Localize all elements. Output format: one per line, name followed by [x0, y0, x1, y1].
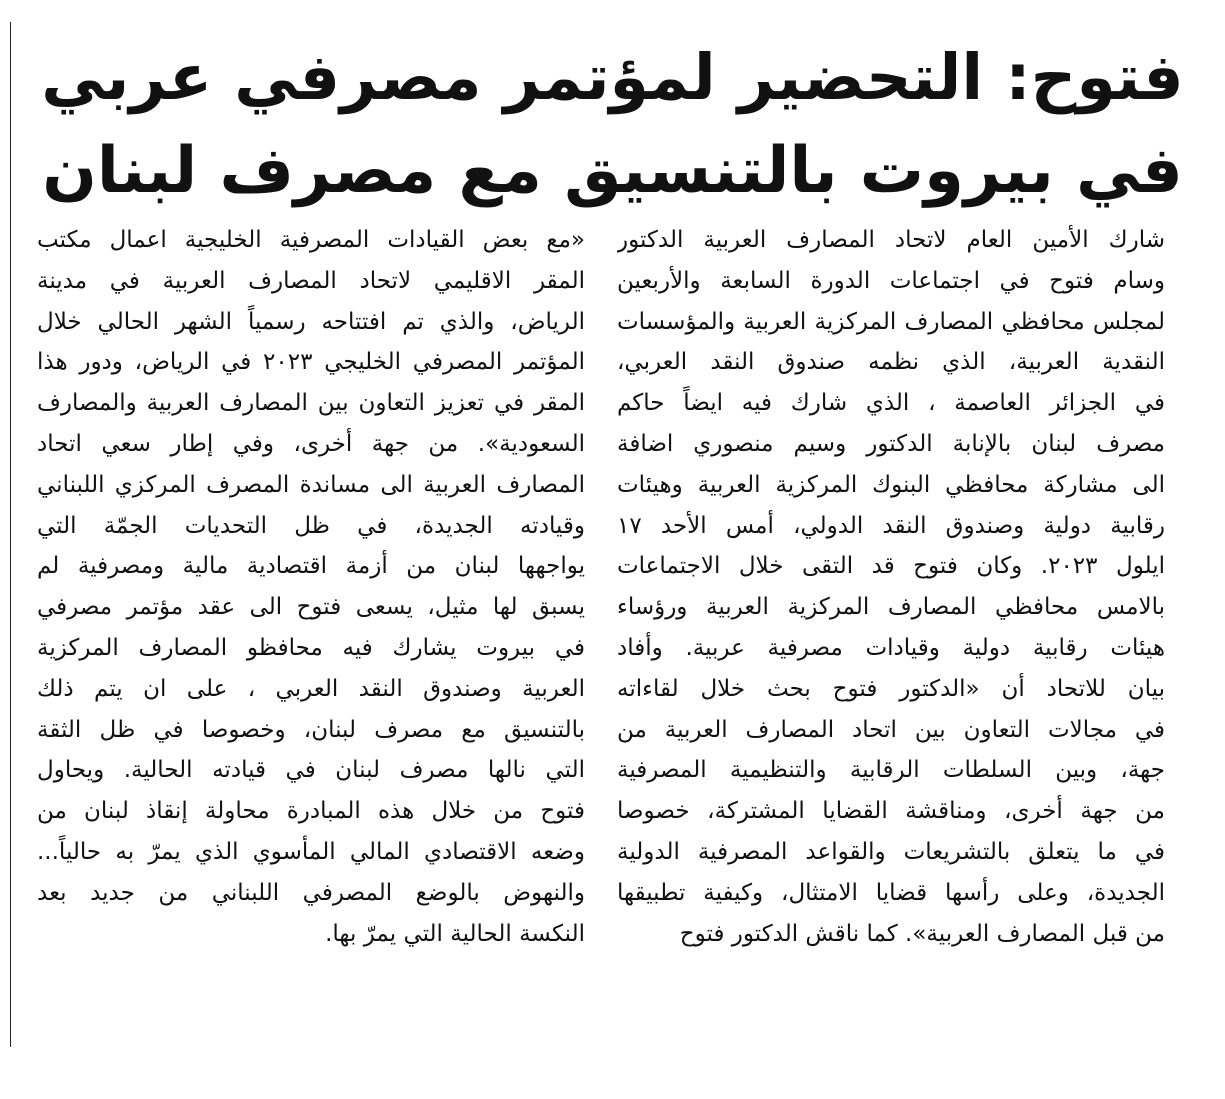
headline-line-2: في بيروت بالتنسيق مع مصرف لبنان	[42, 134, 1183, 208]
body-text-line: الرياض، والذي تم افتتاحه رسمياً الشهر الحالي خلال	[37, 308, 585, 335]
body-text-line: بيان للاتحاد أن «الدكتور فتوح بحث خلال لقاءاته	[617, 675, 1165, 702]
body-text-line: «مع بعض القيادات المصرفية الخليجية اعمال مكتب	[37, 227, 585, 253]
body-text-line: في الجزائر العاصمة ، الذي شارك فيه ايضاً حاكم	[617, 390, 1165, 417]
body-text-line: وقيادته الجديدة، في ظل التحديات الجمّة التي	[37, 512, 585, 539]
body-text-line: النقدية العربية، الذي نظمه صندوق النقد العربي،	[617, 349, 1165, 376]
body-text-line: وسام فتوح في اجتماعات الدورة السابعة والأربعين	[617, 267, 1165, 294]
body-text-line: جهة، وبين السلطات الرقابية والتنظيمية المصرفية	[617, 757, 1165, 784]
body-text-line: المقر في تعزيز التعاون بين المصارف العربية والمصارف	[37, 390, 585, 417]
article-column-right	[617, 220, 1165, 954]
body-text-line: التي نالها مصرف لبنان في قيادته الحالية. ويحاول	[37, 757, 585, 784]
body-text-line: في بيروت يشارك فيه محافظو المصارف المركزية	[37, 634, 585, 661]
body-text-line: بالامس محافظي المصارف المركزية العربية ورؤساء	[617, 594, 1165, 621]
body-text-line: الى مشاركة محافظي البنوك المركزية العربية وهيئات	[617, 471, 1165, 498]
body-text-line: ايلول ٢٠٢٣. وكان فتوح قد التقى خلال الاجتماعات	[617, 553, 1165, 580]
body-text-line: من جهة أخرى، ومناقشة القضايا المشتركة، خصوصا	[617, 798, 1165, 825]
body-text-line: في مجالات التعاون بين اتحاد المصارف العربية من	[617, 716, 1165, 743]
body-text-line: السعودية». من جهة أخرى، وفي إطار سعي اتحاد	[37, 430, 585, 457]
body-text-line: مصرف لبنان بالإنابة الدكتور وسيم منصوري اضافة	[617, 430, 1165, 457]
body-text-line: يسبق لها مثيل، يسعى فتوح الى عقد مؤتمر مصرفي	[37, 594, 585, 621]
body-text-line: من قبل المصارف العربية». كما ناقش الدكتور فتوح	[679, 920, 1165, 947]
body-text-line: والنهوض بالوضع المصرفي اللبناني من جديد بعد	[37, 879, 585, 906]
body-text-line: المقر الاقليمي لاتحاد المصارف العربية في مدينة	[37, 267, 585, 294]
body-text-line: المصارف العربية الى مساندة المصرف المركزي اللبناني	[37, 471, 585, 498]
headline-line-1: فتوح: التحضير لمؤتمر مصرفي عربي	[41, 40, 1184, 114]
body-text-line: العربية وصندوق النقد العربي ، على ان يتم ذلك	[37, 675, 585, 702]
body-text-line: يواجهها لبنان من أزمة اقتصادية مالية ومصرفية لم	[37, 553, 585, 580]
body-text-line: الجديدة، وعلى رأسها قضايا الامتثال، وكيفية تطبيقها	[617, 879, 1165, 906]
body-text-line: فتوح من خلال هذه المبادرة محاولة إنقاذ لبنان من	[37, 798, 585, 825]
column-divider-rule	[10, 22, 11, 1047]
body-text-line: المؤتمر المصرفي الخليجي ٢٠٢٣ في الرياض، ودور هذا	[37, 349, 585, 376]
body-text-line: بالتنسيق مع مصرف لبنان، وخصوصا في ظل الثقة	[37, 716, 585, 743]
body-text-line: شارك الأمين العام لاتحاد المصارف العربية الدكتور	[617, 227, 1165, 253]
article-headline	[40, 30, 1185, 218]
body-text-line: رقابية دولية وصندوق النقد الدولي، أمس الأحد ١٧	[617, 512, 1165, 539]
body-text-line: النكسة الحالية التي يمرّ بها.	[325, 920, 585, 947]
body-text-line: في ما يتعلق بالتشريعات والقواعد المصرفية الدولية	[617, 838, 1165, 865]
body-text-line: لمجلس محافظي المصارف المركزية العربية والمؤسسات	[617, 308, 1165, 335]
article-column-left	[37, 220, 585, 954]
body-text-line: وضعه الاقتصادي المالي المأسوي الذي يمرّ به حالياً...	[37, 838, 585, 865]
body-text-line: هيئات رقابية دولية وقيادات مصرفية عربية. وأفاد	[617, 634, 1165, 661]
